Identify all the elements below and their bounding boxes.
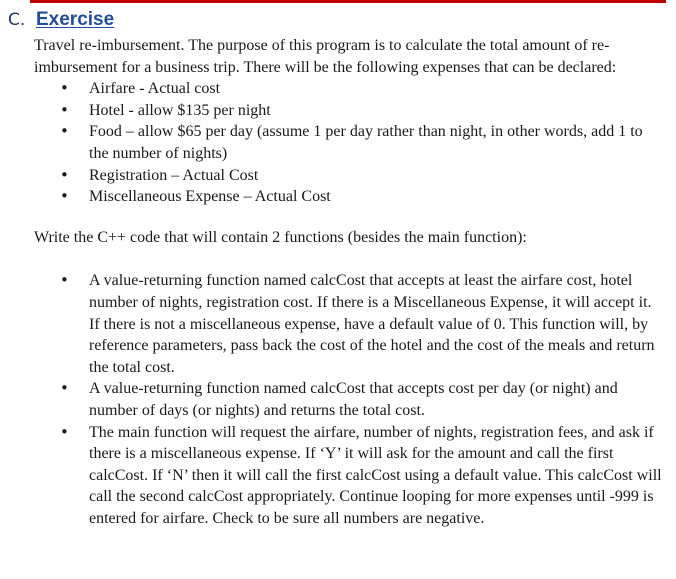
requirement-item-first-calccost: • A value-returning function named calcCost that accepts at least the airfare cost, hotel number of nights, registration cost. If there is a Miscellaneous Expense, it will accept it. If there is not a miscellaneous expense, have a default value of 0. This function will, by reference parameters, pass back the cost of the hotel and the cost of the meals and return the total cost. <box>34 270 664 378</box>
section-title: Exercise <box>36 9 115 30</box>
section-letter: C. <box>8 10 26 30</box>
spacer <box>34 208 664 227</box>
requirement-item-second-calccost: • A value-returning function named calcCost that accepts cost per day (or night) and number of days (or nights) and returns the total cost. <box>34 378 664 421</box>
expense-item-miscellaneous: • Miscellaneous Expense – Actual Cost <box>34 186 664 208</box>
expense-list <box>34 78 664 208</box>
expense-item-hotel: • Hotel - allow $135 per night <box>34 100 664 122</box>
expense-item-food: • Food – allow $65 per day (assume 1 per day rather than night, in other words, add 1 to the number of nights) <box>34 121 664 164</box>
exercise-body <box>34 35 664 529</box>
top-rule <box>30 0 666 3</box>
requirement-item-main-function: • The main function will request the airfare, number of nights, registration fees, and ask if there is a miscellaneous expense. If ‘Y’ it will ask for the amount and call the first calcCost. If ‘N’ then it will call the first calcCost using a default value. This calcCost will call the second calcCost appropriately. Continue looping for more expenses until -999 is entered for airfare. Check to be sure all numbers are negative. <box>34 422 664 530</box>
section-heading <box>8 9 114 33</box>
expense-item-airfare: • Airfare - Actual cost <box>34 78 664 100</box>
intro-paragraph: Travel re-imbursement. The purpose of this program is to calculate the total amount of re-imbursement for a business trip. There will be the following expenses that can be declared: <box>34 37 617 76</box>
requirement-list <box>34 270 664 529</box>
expense-item-registration: • Registration – Actual Cost <box>34 165 664 187</box>
instruction-paragraph: Write the C++ code that will contain 2 functions (besides the main function): <box>34 228 527 246</box>
spacer <box>34 248 664 270</box>
